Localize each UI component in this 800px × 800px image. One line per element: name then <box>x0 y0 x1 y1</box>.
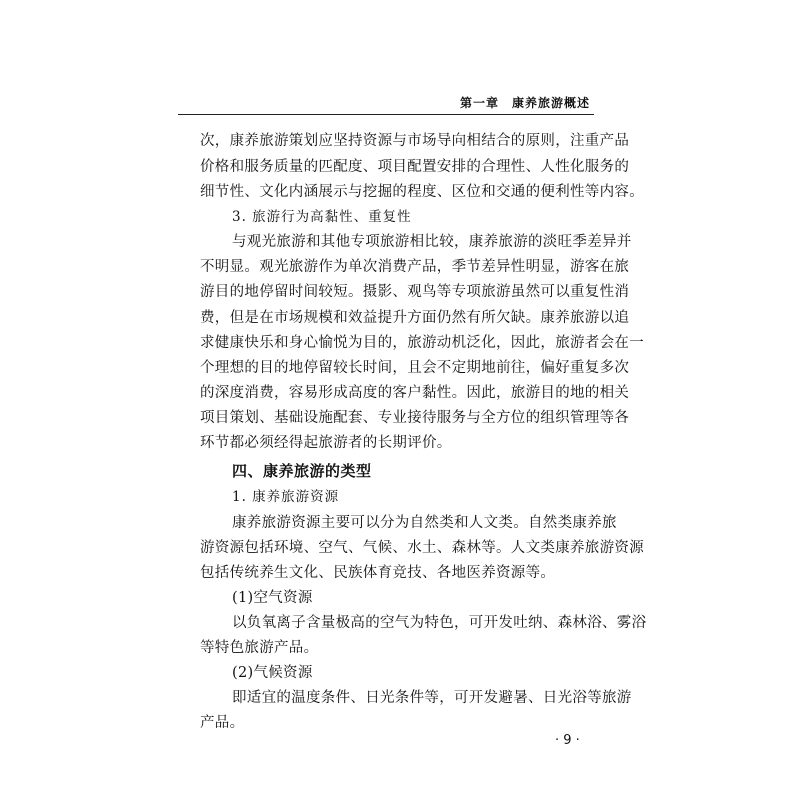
running-head: 第一章 康养旅游概述 <box>459 96 590 110</box>
body-line: 与观光旅游和其他专项旅游相比较，康养旅游的淡旺季差异并 <box>232 234 632 250</box>
body-line: 的深度消费，容易形成高度的客户黏性。因此，旅游目的地的相关 <box>200 385 630 401</box>
body-line: 不明显。观光旅游作为单次消费产品，季节差异性明显，游客在旅 <box>200 259 630 275</box>
body-line: 产品。 <box>200 715 245 731</box>
page-number: · 9 · <box>555 733 580 748</box>
item-heading: (1)空气资源 <box>232 590 313 606</box>
body-line: 等特色旅游产品。 <box>200 640 319 656</box>
subsection-heading: 3. 旅游行为高黏性、重复性 <box>232 209 412 225</box>
body-line: 项目策划、基础设施配套、专业接待服务与全方位的组织管理等各 <box>200 410 630 426</box>
body-line: 包括传统养生文化、民族体育竞技、各地医养资源等。 <box>200 565 556 581</box>
item-heading: (2)气候资源 <box>232 665 313 681</box>
subsection-heading: 1. 康养旅游资源 <box>232 489 340 505</box>
body-line: 次，康养旅游策划应坚持资源与市场导向相结合的原则，注重产品 <box>200 133 630 149</box>
section-heading: 四、康养旅游的类型 <box>232 462 372 480</box>
header-rule <box>178 114 594 115</box>
body-line: 以负氧离子含量极高的空气为特色，可开发吐纳、森林浴、雾浴 <box>232 615 647 631</box>
body-line: 即适宜的温度条件、日光条件等，可开发避暑、日光浴等旅游 <box>232 690 632 706</box>
body-line: 游资源包括环境、空气、气候、水土、森林等。人文类康养旅游资源 <box>200 540 644 556</box>
body-line: 游目的地停留时间较短。摄影、观鸟等专项旅游虽然可以重复性消 <box>200 284 630 300</box>
body-line: 求健康快乐和身心愉悦为目的，旅游动机泛化，因此，旅游者会在一 <box>200 335 644 351</box>
body-line: 细节性、文化内涵展示与挖掘的程度、区位和交通的便利性等内容。 <box>200 184 644 200</box>
body-line: 个理想的目的地停留较长时间，且会不定期地前往，偏好重复多次 <box>200 360 630 376</box>
body-line: 费，但是在市场规模和效益提升方面仍然有所欠缺。康养旅游以追 <box>200 310 630 326</box>
body-line: 环节都必须经得起旅游者的长期评价。 <box>200 435 452 451</box>
body-line: 价格和服务质量的匹配度、项目配置安排的合理性、人性化服务的 <box>200 159 630 175</box>
body-line: 康养旅游资源主要可以分为自然类和人文类。自然类康养旅 <box>232 515 617 531</box>
